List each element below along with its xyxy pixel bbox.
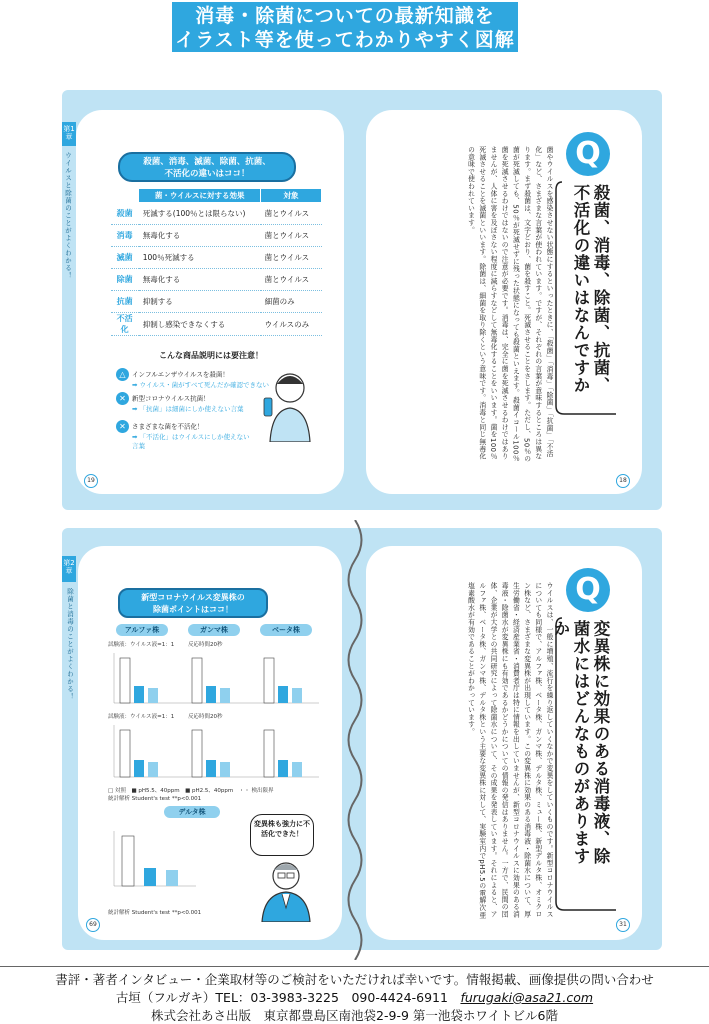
target-cell: 菌とウイルス xyxy=(261,269,322,291)
term-cell: 消毒 xyxy=(111,225,139,247)
page-number: 69 xyxy=(86,918,100,932)
variants-box-title xyxy=(118,588,268,618)
question-title: 変異株に効果のある消毒液、除菌水にはどんなものがありますか xyxy=(551,620,610,865)
statistics-note: 統計解析 Student's test **p<0.001 xyxy=(108,796,202,802)
warning-sub: ➡ ウイルス・菌がすべて死んだか確認できない xyxy=(132,381,269,389)
footer-line-3: 株式会社あさ出版 東京都豊島区南池袋2-9-9 第一池袋ホワイトビル6階 xyxy=(151,1008,558,1023)
chapter-tab: 第1章 xyxy=(62,122,76,146)
target-cell: 菌とウイルス xyxy=(261,225,322,247)
page-number: 31 xyxy=(616,918,630,932)
box-title-line-2: 不活化の違いはココ！ xyxy=(164,169,250,179)
comparison-table xyxy=(110,188,322,336)
test-condition-note: 試験液：ウイルス液=1：1 xyxy=(108,642,175,648)
table-row xyxy=(111,269,322,291)
box-title-line-1: 新型コロナウイルス変異株の xyxy=(141,593,245,602)
question-badge: Q xyxy=(566,132,610,176)
effect-cell: 100％死滅する xyxy=(139,247,261,269)
contact-email-link[interactable]: furugaki@asa21.com xyxy=(460,990,594,1005)
question-bracket xyxy=(554,178,624,418)
page-number: 19 xyxy=(84,474,98,488)
page-18 xyxy=(366,110,642,494)
answer-body: 菌やウイルスを感染させない状態にするといったときに、「殺菌」「消毒」「除菌」「抗菌」「不活化」など、さまざまな言葉が使われています。ですが、それぞれの言葉が意味するところは異なります。まず殺菌は、文字どおり、菌を殺すこと。死滅させることをさします。ただし、50％の菌が死滅しても、50％が死滅せずに残った状態になっても殺菌といえます。殺菌イコール100％菌を死滅させるわけではないので注意が必要です。消毒は、完全に菌を死滅させるわけではありませんが、人体に害を及ぼさない程度に減らすなどして無毒化することをいいます。菌を100％死滅させることを滅菌といいます。除菌は、細菌を取り除くという意味です。消毒と同じ無毒化の意味で使われています。 xyxy=(466,146,553,463)
warning-item xyxy=(116,392,256,414)
term-cell: 滅菌 xyxy=(111,247,139,269)
chapter-tab: 第2章 xyxy=(62,556,76,582)
professor-illustration xyxy=(254,858,318,922)
warning-title: こんな商品説明には要注意！ xyxy=(159,351,263,360)
table-row xyxy=(111,291,322,313)
warning-sub: ➡ 「抗菌」は細菌にしか使えない言葉 xyxy=(132,405,244,413)
target-cell: 菌とウイルス xyxy=(261,203,322,225)
effect-cell: 抑制する xyxy=(139,291,261,313)
warning-item xyxy=(116,368,276,390)
effect-cell: 無毒化する xyxy=(139,225,261,247)
contact-phone: 古垣（フルガキ）TEL：03-3983-3225 090-4424-6911 xyxy=(115,990,461,1005)
reaction-time-note: 反応時間20秒 xyxy=(188,642,223,648)
bar-chart-row-2 xyxy=(104,720,324,782)
box-title-line-1: 殺菌、消毒、滅菌、除菌、抗菌、 xyxy=(143,157,271,167)
cross-icon: ✕ xyxy=(116,420,129,433)
effect-cell: 死滅する(100％とは限らない) xyxy=(139,203,261,225)
term-cell: 不活化 xyxy=(111,313,139,336)
bar-chart-row-1 xyxy=(104,648,324,708)
variant-label-beta: ベータ株 xyxy=(260,624,312,636)
target-cell: 細菌のみ xyxy=(261,291,322,313)
table-row xyxy=(111,203,322,225)
effect-cell: 無毒化する xyxy=(139,269,261,291)
table-header-empty xyxy=(111,189,139,203)
table-header-target: 対象 xyxy=(261,189,322,203)
test-condition-note: 試験液：ウイルス液=1：1 xyxy=(108,714,175,720)
footer-divider xyxy=(0,966,709,967)
answer-body: ウイルスは、一般に増殖、流行を繰り返していくなかで変異をしていくものです。新型コロナウイルスについても同様で、アルファ株、ベータ株、ガンマ株、デルタ株、ミュー株、新型デルタ株、オミクロン株など、さまざまな変異株が出現しています。この変異株に効果のある消毒液・除菌水について、厚生労働省・経済産業省・消費者庁は特に情報を出していませんが、新型コロナウイルスに効果のある消毒液・除菌水が変異株にも有効であるかどうかについての情報の発信はありません。一方で、民間の団体、企業が大学との共同研究によって除菌水について、その成果を発表しています。それによると、アルファ株、ベータ株、ガンマ株、デルタ株という主要な変異株に対して、実験室内でpH5.5の電解次亜塩素酸水が有効であることがわかっています。 xyxy=(466,582,553,919)
footer-line-2 xyxy=(0,988,709,1006)
statistics-note: 統計解析 Student's test **p<0.001 xyxy=(108,910,202,916)
warning-main: さまざまな菌を不活化！ xyxy=(132,422,204,431)
side-chapter-title: 除菌と消毒のことがよくわかる！ xyxy=(66,588,74,701)
table-header-effect: 菌・ウイルスに対する効果 xyxy=(139,189,261,203)
variant-label-gamma: ガンマ株 xyxy=(188,624,240,636)
page-number: 18 xyxy=(616,474,630,488)
question-badge: Q xyxy=(566,568,610,612)
reaction-time-note: 反応時間20秒 xyxy=(188,714,223,720)
term-cell: 除菌 xyxy=(111,269,139,291)
page-break-squiggle xyxy=(340,520,370,960)
table-row xyxy=(111,225,322,247)
thinking-person-illustration xyxy=(262,368,318,442)
question-bracket xyxy=(551,614,624,914)
target-cell: ウイルスのみ xyxy=(261,313,322,336)
header-banner xyxy=(172,2,518,52)
page-69 xyxy=(63,546,342,940)
table-row xyxy=(111,313,322,336)
warning-main: 新型コロナウイルス抗菌！ xyxy=(132,394,210,403)
warning-main: インフルエンザウイルスを殺菌！ xyxy=(132,370,229,379)
table-header-row xyxy=(111,189,322,203)
target-cell: 菌とウイルス xyxy=(261,247,322,269)
side-chapter-title: ウイルスと除菌のことがよくわかる！ xyxy=(64,152,72,280)
variant-label-delta: デルタ株 xyxy=(164,806,220,818)
term-cell: 殺菌 xyxy=(111,203,139,225)
header-line-1: 消毒・除菌についての最新知識を xyxy=(195,5,495,27)
box-title-line-2: 除菌ポイントはココ！ xyxy=(153,605,233,614)
term-cell: 抗菌 xyxy=(111,291,139,313)
comparison-box-title xyxy=(118,152,296,182)
bar-chart-delta xyxy=(104,826,200,892)
warning-item xyxy=(116,420,256,451)
footer-line-1: 書評・著者インタビュー・企業取材等のご検討をいただければ幸いです。情報掲載、画像提供の問い合わせ xyxy=(55,972,654,987)
chart-legend: □ 対照 ■ pH5.5、40ppm ■ pH2.5、40ppm ・・ 検出限界 xyxy=(108,788,274,794)
header-line-2: イラスト等を使ってわかりやすく図解 xyxy=(175,29,515,51)
warning-sub: ➡ 「不活化」はウイルスにしか使えない言葉 xyxy=(132,433,250,450)
speech-bubble: 変異株も強力に不活化できた！ xyxy=(250,814,314,856)
page-19 xyxy=(63,110,344,494)
cross-icon: ✕ xyxy=(116,392,129,405)
triangle-icon: △ xyxy=(116,368,129,381)
variant-label-alpha: アルファ株 xyxy=(116,624,168,636)
effect-cell: 抑制し感染できなくする xyxy=(139,313,261,336)
table-row xyxy=(111,247,322,269)
page-31 xyxy=(366,546,642,940)
question-title: 殺菌、消毒、除菌、抗菌、不活化の違いはなんですか xyxy=(571,184,610,394)
